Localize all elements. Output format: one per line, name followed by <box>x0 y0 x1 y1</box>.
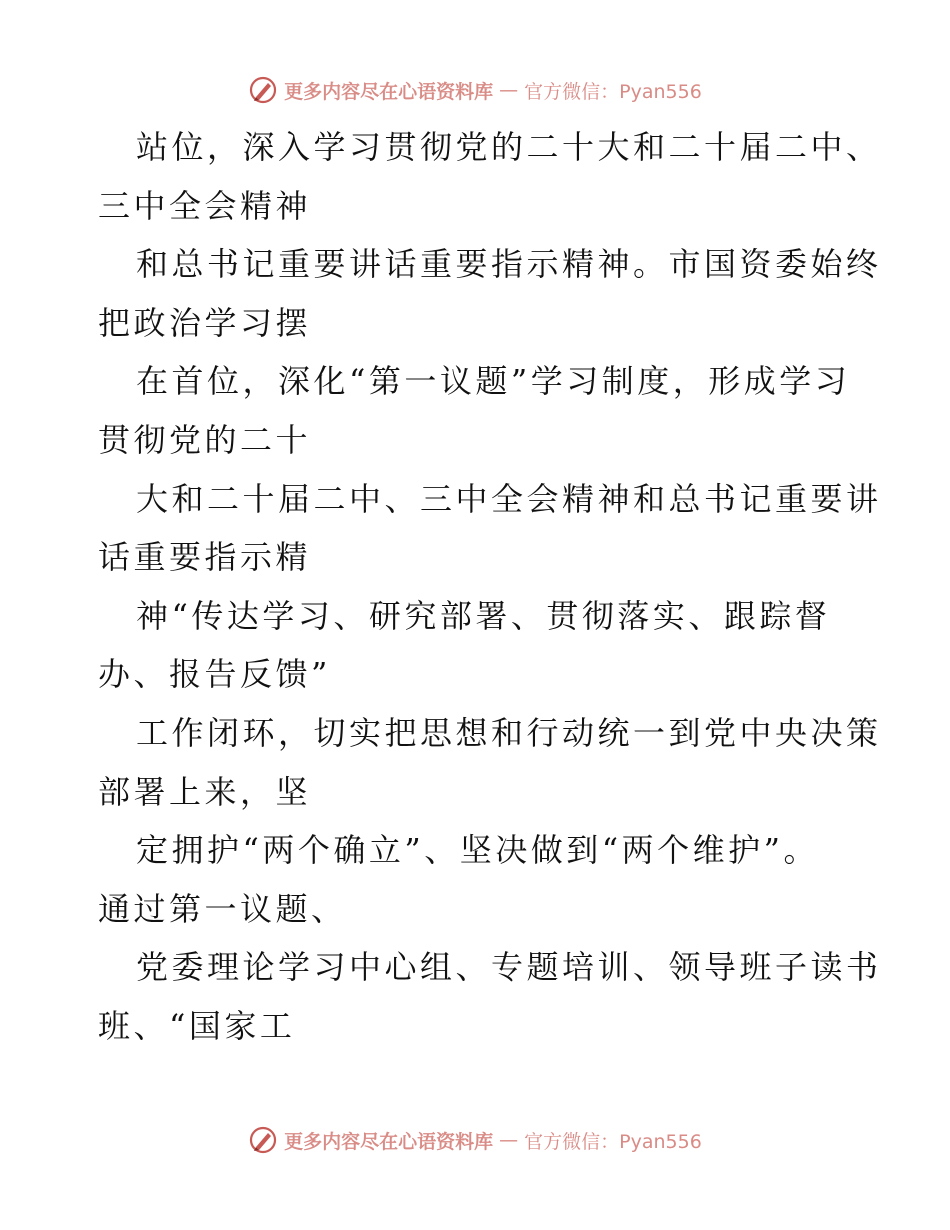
watermark-separator: — <box>499 79 519 101</box>
text-line: 神“传达学习、研究部署、贯彻落实、跟踪督 <box>136 596 831 635</box>
text-line: 和总书记重要讲话重要指示精神。市国资委始终 <box>136 245 882 284</box>
page-header-watermark <box>0 70 950 110</box>
text-line: 大和二十届二中、三中全会精神和总书记重要讲 <box>136 479 882 518</box>
text-line: 通过第一议题、 <box>98 889 347 928</box>
watermark-contact-text: 官方微信：Pyan556 <box>524 80 702 103</box>
watermark <box>248 75 702 105</box>
text-line: 办、报告反馈” <box>98 655 331 694</box>
text-line: 部署上来，坚 <box>98 772 312 811</box>
watermark-brand-text: 更多内容尽在心语资料库 <box>284 80 494 103</box>
text-line: 把政治学习摆 <box>98 303 312 342</box>
text-line: 站位，深入学习贯彻党的二十大和二十届二中、 <box>136 128 882 166</box>
watermark <box>248 1125 702 1155</box>
pen-logo-icon <box>248 1125 278 1155</box>
watermark-brand-text: 更多内容尽在心语资料库 <box>284 1130 494 1153</box>
page-footer-watermark <box>0 1120 950 1160</box>
text-line: 话重要指示精 <box>98 538 312 577</box>
text-line: 党委理论学习中心组、专题培训、领导班子读书 <box>136 948 882 987</box>
watermark-contact-text: 官方微信：Pyan556 <box>524 1130 702 1153</box>
pen-logo-icon <box>248 75 278 105</box>
text-line: 定拥护“两个确立”、坚决做到“两个维护”。 <box>136 831 819 870</box>
text-line: 在首位，深化“第一议题”学习制度，形成学习 <box>136 362 851 401</box>
text-line: 三中全会精神 <box>98 186 312 225</box>
document-body <box>98 118 882 1056</box>
text-line: 工作闭环，切实把思想和行动统一到党中央决策 <box>136 713 882 752</box>
text-line: 贯彻党的二十 <box>98 420 312 459</box>
watermark-separator: — <box>499 1129 519 1151</box>
text-line: 班、“国家工 <box>98 1006 296 1045</box>
